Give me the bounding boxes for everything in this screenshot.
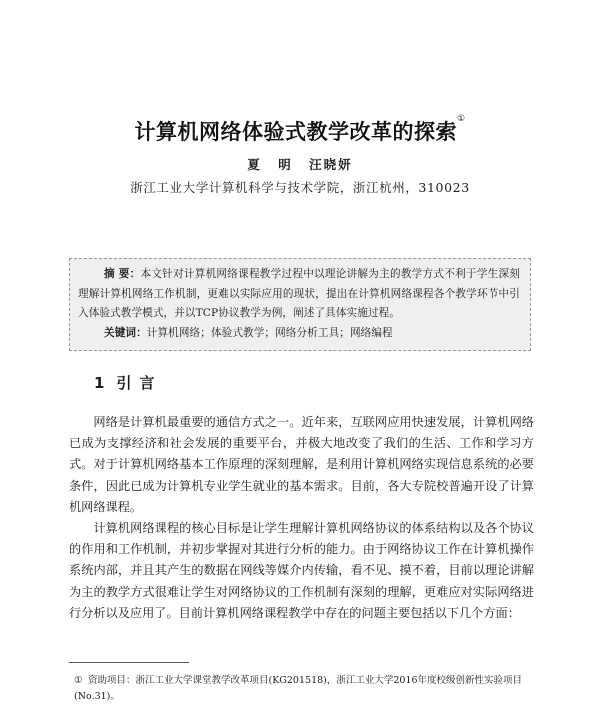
paragraph-1: 网络是计算机最重要的通信方式之一。近年来，互联网应用快速发展，计算机网络已成为支撑经济和社会发展的重要平台，并极大地改变了我们的生活、工作和学习方式。对于计算机网络基本工作原理的深刻理解，是利用计算机网络实现信息系统的必要条件，因此已成为计算机专业学生就业的基本需求。目前，各大专院校普遍开设了计算机网络课程。 (69, 415, 534, 514)
abstract-text: 本文针对计算机网络课程教学过程中以理论讲解为主的教学方式不利于学生深刻理解计算机网络工作机制，更难以实际应用的现状，提出在计算机网络课程各个教学环节中引入体验式教学模式，并以TCP协议教学为例，阐述了具体实施过程。 (78, 268, 520, 319)
abstract-paragraph (78, 265, 520, 324)
body-text (69, 412, 534, 624)
abstract-box (69, 258, 531, 351)
keywords-text: 计算机网络；体验式教学；网络分析工具；网络编程 (146, 326, 393, 339)
section-title: 引言 (116, 374, 163, 392)
footnote-divider (69, 662, 189, 663)
footnote-text: 资助项目：浙江工业大学课堂教学改革项目(KG201518)，浙江工业大学2016年度校级创新性实验项目(No.31)。 (74, 675, 523, 702)
footnote-mark: ① (74, 675, 83, 686)
section-heading (94, 372, 162, 393)
affiliation: 浙江工业大学计算机科学与技术学院，浙江杭州，310023 (130, 180, 470, 195)
section-number: 1 (94, 374, 105, 392)
keywords-paragraph (78, 324, 520, 344)
paper-title (0, 116, 600, 146)
authors: 夏 明 汪晓妍 (247, 157, 353, 172)
paragraph-2: 计算机网络课程的核心目标是让学生理解计算机网络协议的体系结构以及各个协议的作用和工作机制，并初步掌握对其进行分析的能力。由于网络协议工作在计算机操作系统内部，并且其产生的数据在网线等媒介内传输，看不见、摸不着，目前以理论讲解为主的教学方式很难让学生对网络协议的工作机制有深刻的理解，更难应对实际网络进行分析以及应用了。目前计算机网络课程教学中存在的问题主要包括以下几个方面： (69, 521, 534, 620)
footnote (74, 673, 534, 705)
title-text: 计算机网络体验式教学改革的探索 (134, 120, 457, 144)
abstract-label: 摘 要： (104, 268, 141, 280)
keywords-label: 关键词： (104, 326, 147, 339)
title-footnote-mark: ① (456, 114, 466, 124)
